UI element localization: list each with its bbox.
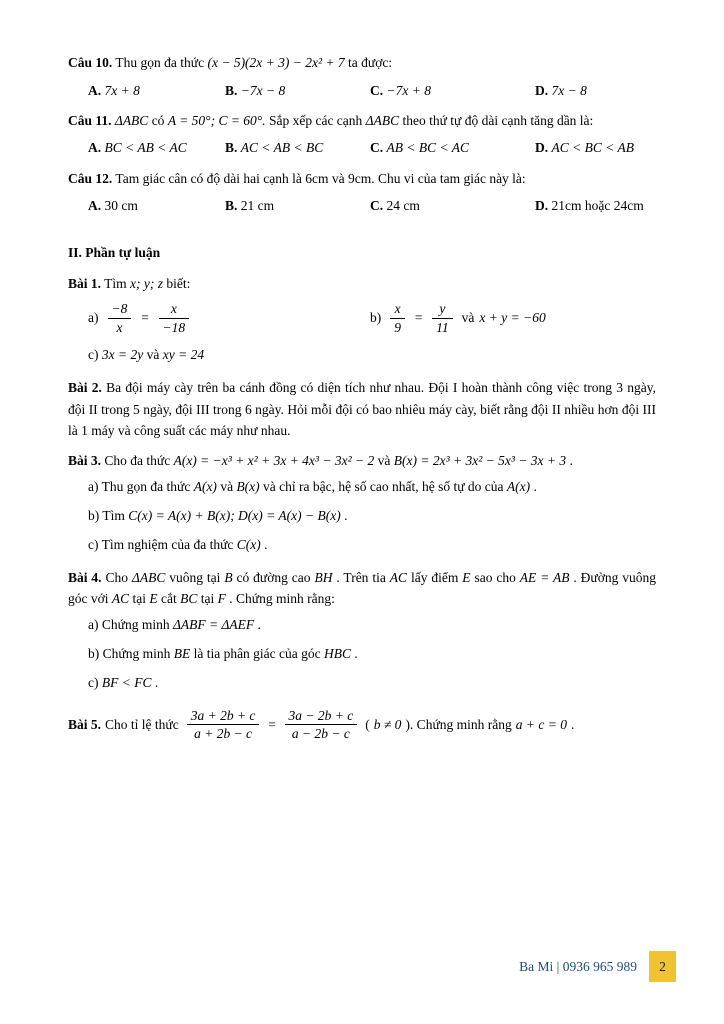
part-text: . (533, 478, 537, 494)
option-d (535, 196, 656, 216)
problem-3 (68, 450, 656, 559)
fraction (432, 300, 453, 336)
math-expression: E (149, 591, 158, 607)
option-label: A. (88, 140, 102, 156)
option-value: −7x − 8 (240, 82, 286, 98)
question-number: Câu 12. (68, 170, 113, 186)
part-text: là tia phân giác của góc (193, 645, 321, 661)
denominator: 11 (432, 318, 453, 337)
option-label: C. (370, 198, 384, 214)
math-expression: A(x) (506, 478, 531, 494)
denominator: a − 2b − c (285, 724, 358, 743)
math-expression: BE (173, 645, 191, 661)
problem-text: Ba đội máy cày trên ba cánh đồng có diện tích như nhau. Đội I hoàn thành công việc trong 3 ngày, đội II trong 5 ngày, đội III trong 6 ngày. Hỏi mỗi đội có bao nhiêu máy cày, biết rằng đội II nhiều hơn đội III là 1 máy và công suất các máy như nhau. (68, 380, 656, 439)
option-a (88, 81, 225, 101)
part-a (68, 610, 656, 639)
connector-text: và (146, 347, 160, 363)
math-expression: C(x) (236, 536, 261, 552)
option-b (225, 138, 370, 158)
part-text: . (154, 674, 159, 690)
denominator: 9 (390, 318, 405, 337)
option-value: BC < AB < AC (104, 140, 187, 156)
math-expression: B(x) (236, 478, 260, 494)
stem-text: ta được: (348, 55, 393, 70)
math-expression: HBC (324, 645, 352, 661)
connector-text: và (461, 310, 475, 326)
numerator: y (439, 301, 446, 317)
fraction (108, 300, 132, 336)
problem-1 (68, 273, 656, 370)
stem-text: . Đường vuông góc với (68, 569, 657, 607)
option-value: 7x + 8 (104, 82, 140, 98)
stem-text: vuông tại (169, 569, 221, 585)
numerator: x (394, 301, 401, 317)
page-number-badge: 2 (649, 951, 676, 982)
part-label: b) (88, 507, 100, 523)
part-label: a) (88, 478, 99, 494)
stem-text: Cho (105, 569, 128, 585)
page-footer (519, 951, 676, 982)
stem-text: . Trên tia (336, 569, 386, 585)
part-text: Tìm (102, 507, 125, 523)
fraction (159, 300, 190, 336)
essay-section (68, 273, 656, 745)
stem-text: . (569, 453, 573, 469)
fraction (187, 707, 260, 743)
numerator: x (170, 301, 177, 317)
answer-options (68, 196, 656, 216)
equals-sign: = (140, 310, 150, 326)
part-text: và chỉ ra bậc, hệ số cao nhất, hệ số tự do của (263, 478, 504, 494)
part-b (68, 501, 656, 530)
stem-text: tại (132, 591, 147, 607)
part-text: Chứng minh (102, 645, 171, 661)
option-label: D. (535, 198, 549, 214)
part-a (68, 472, 656, 501)
question-number: Câu 10. (68, 55, 113, 70)
stem-text: cắt (161, 591, 177, 607)
math-expression: E (462, 569, 471, 585)
stem-text: tại (200, 591, 215, 607)
option-label: B. (225, 82, 238, 98)
part-text: . (257, 616, 261, 632)
math-expression: a + c = 0 (515, 717, 567, 733)
math-expression: BH (314, 569, 333, 585)
part-b (370, 298, 546, 338)
problem-number: Bài 1. (68, 275, 102, 291)
multiple-choice-section (68, 52, 656, 217)
math-expression: F (217, 591, 226, 607)
math-expression: AE = AB (519, 569, 570, 585)
option-a (88, 196, 225, 216)
equals-sign: = (267, 717, 277, 733)
math-expression: b ≠ 0 (373, 717, 402, 733)
stem-text: Thu gọn đa thức (115, 55, 205, 70)
problem-4 (68, 567, 656, 697)
stem-text: . (570, 717, 575, 733)
option-label: D. (535, 82, 549, 98)
problem-2 (68, 377, 656, 442)
stem-text: Cho đa thức (104, 453, 171, 469)
part-text: và (220, 478, 234, 494)
option-b (225, 196, 370, 216)
math-expression: ΔABC (114, 112, 149, 128)
option-value: AC < AB < BC (240, 140, 324, 156)
part-c (68, 668, 656, 697)
denominator: −18 (159, 318, 190, 337)
math-expression: B(x) = 2x³ + 3x² − 5x³ − 3x + 3 (393, 453, 567, 469)
math-expression: BC (180, 591, 198, 607)
part-text: . (264, 536, 268, 552)
math-expression: 3x = 2y (101, 347, 144, 363)
question-10 (68, 52, 656, 101)
math-expression: x; y; z (130, 275, 164, 291)
math-expression: BF < FC (101, 674, 152, 690)
option-b (225, 81, 370, 101)
footer-brand: Ba Mi | 0936 965 989 (519, 958, 637, 974)
denominator: a + 2b − c (187, 724, 260, 743)
fraction (390, 300, 405, 336)
stem-text: có (151, 112, 165, 128)
part-label: a) (88, 310, 99, 326)
part-label: c) (88, 536, 99, 552)
stem-text: biết: (166, 275, 191, 291)
question-stem (68, 52, 656, 74)
part-text: . (354, 645, 358, 661)
option-label: D. (535, 140, 549, 156)
option-value: 21cm hoặc 24cm (551, 198, 644, 214)
part-text: Chứng minh (101, 616, 170, 632)
option-label: A. (88, 82, 102, 98)
numerator: 3a + 2b + c (190, 707, 256, 723)
option-value: AC < BC < AB (551, 140, 634, 156)
math-expression: AC (389, 569, 408, 585)
option-value: 7x − 8 (551, 82, 587, 98)
stem-text: theo thứ tự độ dài cạnh tăng dần là: (402, 112, 594, 128)
denominator: x (108, 318, 132, 337)
math-expression: C(x) = A(x) + B(x); D(x) = A(x) − B(x) (128, 507, 341, 523)
part-label: c) (88, 674, 99, 690)
problem-4-stem (68, 567, 656, 610)
fraction (285, 707, 358, 743)
option-c (370, 81, 535, 101)
stem-text: sao cho (474, 569, 516, 585)
question-stem (68, 110, 656, 132)
answer-options (68, 138, 656, 158)
option-value: 21 cm (240, 198, 275, 214)
stem-text: ). Chứng minh rằng (405, 717, 512, 733)
math-expression: A(x) (193, 478, 217, 494)
math-expression: (x − 5)(2x + 3) − 2x² + 7 (207, 55, 345, 70)
section-title: II. Phần tự luận (68, 244, 161, 260)
problem-1-parts-ab (68, 298, 656, 338)
option-value: 30 cm (104, 198, 138, 214)
question-number: Câu 11. (68, 112, 112, 128)
math-expression: AC (111, 591, 130, 607)
part-label: c) (88, 347, 99, 363)
math-expression: x + y = −60 (479, 310, 546, 326)
part-text: Tìm nghiệm của đa thức (101, 536, 234, 552)
option-label: B. (225, 140, 238, 156)
option-c (370, 138, 535, 158)
stem-text: ( (365, 717, 370, 733)
stem-text: và (377, 453, 391, 469)
part-text: Thu gọn đa thức (101, 478, 191, 494)
option-label: C. (370, 82, 384, 98)
math-expression: A = 50°; C = 60°. (167, 112, 266, 128)
part-label: a) (88, 616, 99, 632)
question-stem (68, 168, 656, 190)
math-expression: ΔABF = ΔAEF (172, 616, 255, 632)
option-c (370, 196, 535, 216)
option-value: −7x + 8 (386, 82, 431, 98)
problem-5 (68, 705, 656, 745)
problem-number: Bài 5. (68, 717, 102, 733)
problem-number: Bài 3. (68, 453, 102, 469)
math-expression: ΔABC (131, 569, 166, 585)
option-label: A. (88, 198, 102, 214)
option-value: 24 cm (386, 198, 420, 214)
option-value: AB < BC < AC (386, 140, 469, 156)
answer-options (68, 81, 656, 101)
stem-text: Cho tỉ lệ thức (105, 717, 179, 733)
part-b (68, 639, 656, 668)
part-c (68, 340, 656, 369)
option-label: C. (370, 140, 384, 156)
part-text: . (344, 507, 348, 523)
option-d (535, 138, 656, 158)
question-12 (68, 168, 656, 217)
stem-text: Sắp xếp các cạnh (268, 112, 363, 128)
stem-text: lấy điểm (410, 569, 459, 585)
part-c (68, 530, 656, 559)
option-label: B. (225, 198, 238, 214)
stem-text: Tìm (104, 275, 127, 291)
stem-text: có đường cao (236, 569, 311, 585)
problem-1-stem (68, 273, 656, 295)
problem-number: Bài 4. (68, 569, 102, 585)
equals-sign: = (414, 310, 424, 326)
numerator: −8 (111, 301, 128, 317)
part-label: b) (370, 310, 382, 326)
stem-text: . Chứng minh rằng: (229, 591, 335, 607)
stem-text: Tam giác cân có độ dài hai cạnh là 6cm và 9cm. Chu vi của tam giác này là: (115, 170, 526, 186)
math-expression: A(x) = −x³ + x² + 3x + 4x³ − 3x² − 2 (173, 453, 375, 469)
option-a (88, 138, 225, 158)
math-expression: xy = 24 (162, 347, 205, 363)
option-d (535, 81, 656, 101)
numerator: 3a − 2b + c (288, 707, 354, 723)
problem-3-stem (68, 450, 656, 472)
problem-number: Bài 2. (68, 380, 102, 396)
part-label: b) (88, 645, 100, 661)
part-a (88, 298, 370, 338)
math-expression: B (224, 569, 233, 585)
math-expression: ΔABC (365, 112, 400, 128)
question-11 (68, 110, 656, 159)
